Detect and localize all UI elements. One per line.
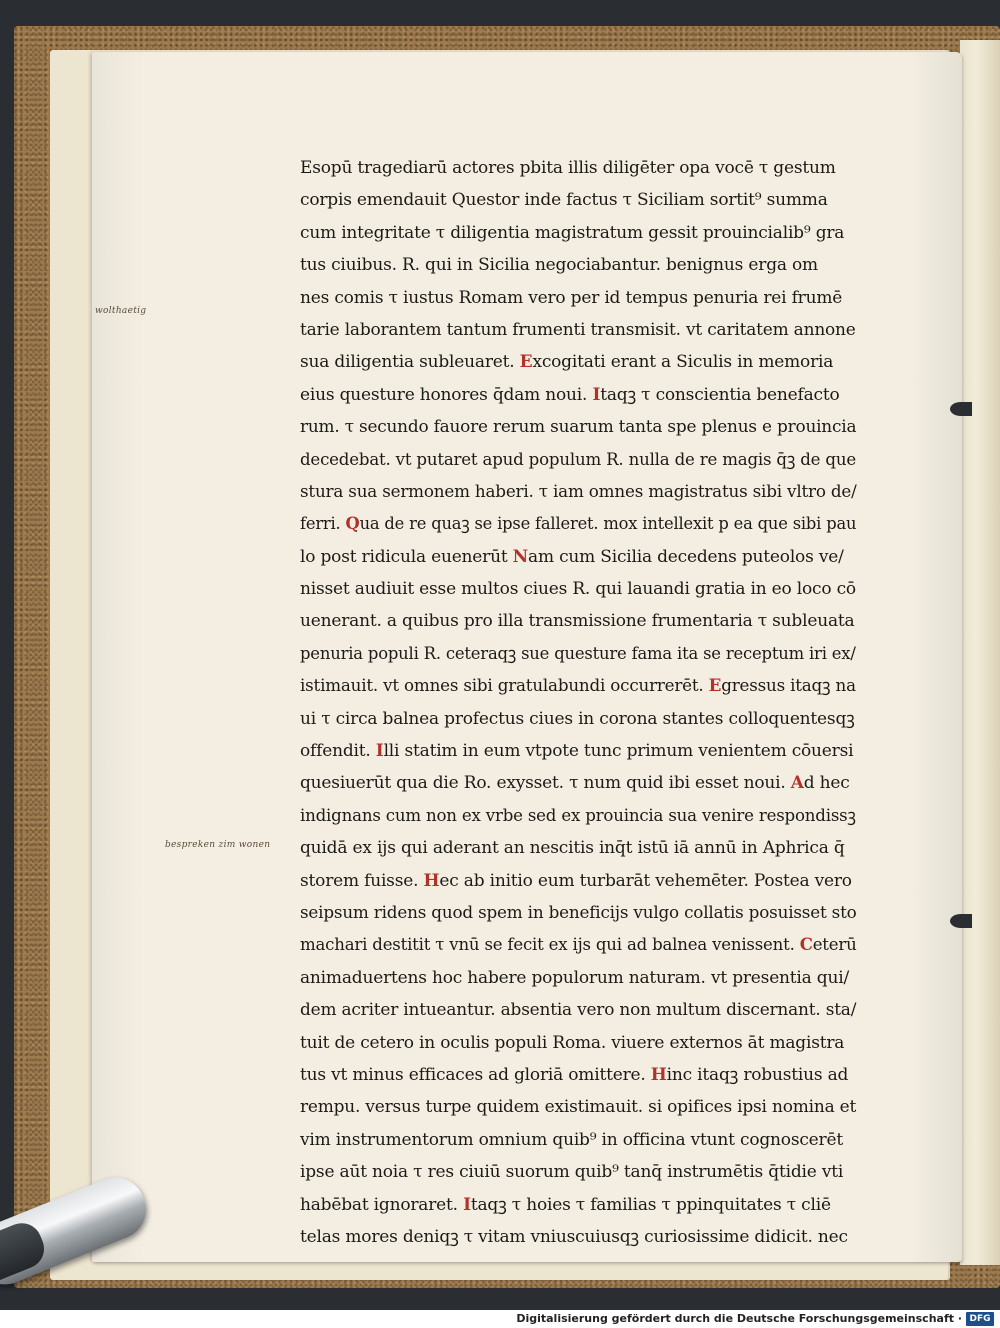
margin-annotation: wolthaetig xyxy=(95,306,147,316)
text-line: animaduertens hoc habere populorum naturam. vt presentia qui/ xyxy=(300,967,850,988)
text-line: vim instrumentorum omnium quib⁹ in officina vtunt cognoscerēt xyxy=(300,1129,843,1150)
text-line: eius questure honores q̄dam noui. Itaqꝫ τ conscientia benefacto xyxy=(300,384,840,405)
rubricated-initial: I xyxy=(592,384,601,405)
page-tear xyxy=(950,914,972,928)
rubricated-initial: Q xyxy=(345,514,360,535)
text-line: ui τ circa balnea profectus ciues in corona stantes colloquentesqꝫ xyxy=(300,708,855,729)
text-line: lo post ridicula euenerūt Nam cum Sicilia decedens puteolos ve/ xyxy=(300,546,844,567)
text-line: stura sua sermonem haberi. τ iam omnes magistratus sibi vltro de/ xyxy=(300,481,857,502)
text-line: tuit de cetero in oculis populi Roma. viuere externos āt magistra xyxy=(300,1032,845,1053)
margin-annotation: bespreken zim wonen xyxy=(165,840,271,850)
text-line: penuria populi R. ceteraqꝫ sue questure fama ita se receptum iri ex/ xyxy=(300,643,856,664)
text-line: ferri. Qua de re quaꝫ se ipse falleret. mox intellexit p ea que sibi pau xyxy=(300,514,857,535)
text-line: corpis emendauit Questor inde factus τ Siciliam sortit⁹ summa xyxy=(300,190,828,211)
rubricated-initial: I xyxy=(375,741,384,762)
text-line: telas mores deniqꝫ τ vitam vniuscuiusqꝫ curiosissime didicit. nec xyxy=(300,1226,848,1247)
rubricated-initial: N xyxy=(512,546,529,567)
text-line: Esopū tragediarū actores pbita illis diligēter opa vocē τ gestum xyxy=(300,158,836,178)
rubricated-initial: C xyxy=(799,935,813,956)
page-edges xyxy=(960,40,1000,1265)
text-line: tus vt minus efficaces ad gloriā omittere. Hinc itaqꝫ robustius ad xyxy=(300,1064,849,1085)
text-line: rempu. versus turpe quidem existimauit. si opifices ipsi nomina et xyxy=(300,1097,857,1118)
text-line: decedebat. vt putaret apud populum R. nulla de re magis q̄ꝫ de que xyxy=(300,449,856,470)
dfg-logo: DFG xyxy=(966,1312,994,1326)
rubricated-initial: H xyxy=(650,1064,667,1085)
text-line: seipsum ridens quod spem in beneficijs vulgo collatis posuisset sto xyxy=(300,902,857,923)
rubricated-initial: A xyxy=(790,773,804,794)
text-line: nisset audiuit esse multos ciues R. qui lauandi gratia in eo loco cō xyxy=(300,579,856,600)
text-line: offendit. Illi statim in eum vtpote tunc primum venientem cōuersi xyxy=(300,741,854,762)
page-tear xyxy=(950,402,972,416)
text-line: indignans cum non ex vrbe sed ex prouincia sua venire respondissꝫ xyxy=(300,805,856,826)
text-line: istimauit. vt omnes sibi gratulabundi occurrerēt. Egressus itaqꝫ na xyxy=(300,676,856,697)
text-line: ipse aūt noia τ res ciuiū suorum quib⁹ tanq̄ instrumētis q̄tidie vti xyxy=(300,1162,844,1183)
text-line: tus ciuibus. R. qui in Sicilia negociabantur. benignus erga om xyxy=(300,255,818,276)
rubricated-initial: E xyxy=(519,352,533,373)
text-line: tarie laborantem tantum frumenti transmisit. vt caritatem annone xyxy=(300,319,856,340)
text-line: quesiuerūt qua die Ro. exysset. τ num quid ibi esset noui. Ad hec xyxy=(300,773,850,794)
rubricated-initial: H xyxy=(423,870,440,891)
text-line: nes comis τ iustus Romam vero per id tempus penuria rei frumē xyxy=(300,287,843,308)
text-line: habēbat ignoraret. Itaqꝫ τ hoies τ familias τ ppinquitates τ cliē xyxy=(300,1194,831,1215)
rubricated-initial: I xyxy=(463,1194,471,1215)
funding-credit: Digitalisierung gefördert durch die Deutsche Forschungsgemeinschaft · xyxy=(516,1312,962,1325)
text-line: machari destitit τ vnū se fecit ex ijs qui ad balnea venissent. Ceterū xyxy=(300,935,857,956)
text-line: rum. τ secundo fauore rerum suarum tanta spe plenus e prouincia xyxy=(300,417,857,438)
text-line: uenerant. a quibus pro illa transmissione frumentaria τ subleuata xyxy=(300,611,855,632)
text-line: sua diligentia subleuaret. Excogitati erant a Siculis in memoria xyxy=(300,352,834,373)
text-line: cum integritate τ diligentia magistratum gessit prouincialib⁹ gra xyxy=(300,222,845,243)
text-line: dem acriter intueantur. absentia vero non multum discernant. sta/ xyxy=(300,1000,857,1021)
text-line: storem fuisse. Hec ab initio eum turbarāt vehemēter. Postea vero xyxy=(300,870,852,891)
rubricated-initial: E xyxy=(708,676,722,697)
text-line: quidā ex ijs qui aderant an nescitis inq̄t istū iā annū in Aphrica q̄ xyxy=(300,838,845,859)
page-text xyxy=(300,152,860,1253)
